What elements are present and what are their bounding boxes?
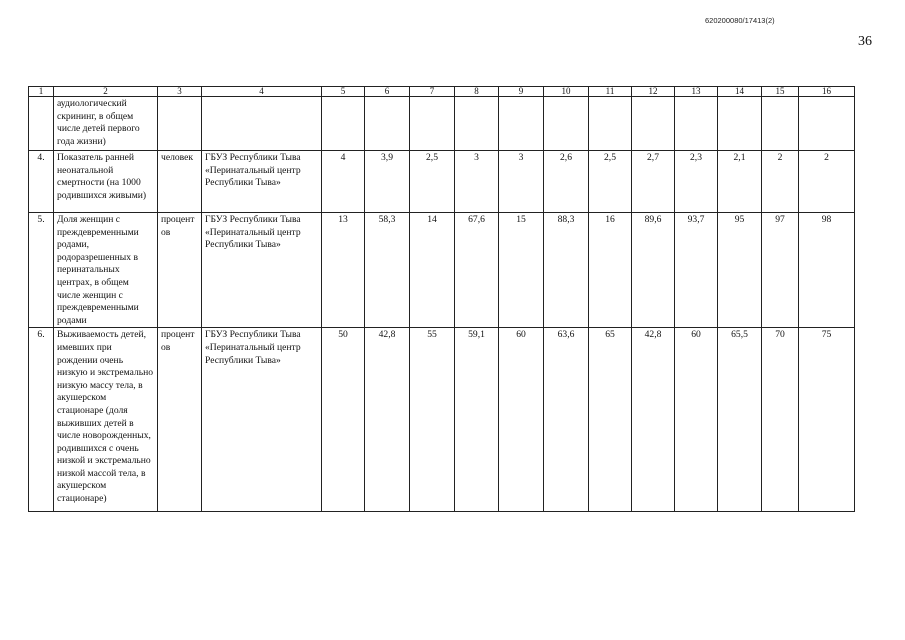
value-cell: 16 bbox=[589, 213, 632, 328]
value-cell: 50 bbox=[322, 328, 365, 512]
value-cell bbox=[499, 97, 544, 151]
row-number-cell: 4. bbox=[29, 151, 54, 213]
value-cell: 2,1 bbox=[718, 151, 762, 213]
value-cell: 63,6 bbox=[544, 328, 589, 512]
page-number: 36 bbox=[858, 34, 872, 49]
executor-cell: ГБУЗ Республики Тыва «Перинатальный центр Республики Тыва» bbox=[202, 213, 322, 328]
value-cell: 58,3 bbox=[365, 213, 410, 328]
table-row bbox=[29, 97, 855, 151]
value-cell: 14 bbox=[410, 213, 455, 328]
value-cell: 2 bbox=[762, 151, 799, 213]
document-id: 620200080/17413(2) bbox=[705, 16, 775, 25]
indicator-cell: Выживаемость детей, имевших при рождении очень низкую и экстремально низкую массу тела, в акушерском стационаре (доля выживших детей в числе новорожденных, родившихся с очень низкой и экстремально низкой массой тела, в акушерском стационаре) bbox=[54, 328, 158, 512]
column-number: 6 bbox=[365, 87, 410, 97]
value-cell: 60 bbox=[675, 328, 718, 512]
column-number: 4 bbox=[202, 87, 322, 97]
value-cell: 55 bbox=[410, 328, 455, 512]
table-row bbox=[29, 213, 855, 328]
value-cell: 97 bbox=[762, 213, 799, 328]
value-cell: 2 bbox=[799, 151, 855, 213]
column-number: 12 bbox=[632, 87, 675, 97]
value-cell: 95 bbox=[718, 213, 762, 328]
row-number-cell: 6. bbox=[29, 328, 54, 512]
row-number-cell: 5. bbox=[29, 213, 54, 328]
value-cell: 3 bbox=[455, 151, 499, 213]
value-cell: 2,5 bbox=[589, 151, 632, 213]
unit-cell: процентов bbox=[158, 328, 202, 512]
value-cell: 42,8 bbox=[365, 328, 410, 512]
column-number: 8 bbox=[455, 87, 499, 97]
value-cell: 65 bbox=[589, 328, 632, 512]
value-cell: 15 bbox=[499, 213, 544, 328]
value-cell: 60 bbox=[499, 328, 544, 512]
value-cell: 70 bbox=[762, 328, 799, 512]
column-number: 15 bbox=[762, 87, 799, 97]
column-number: 5 bbox=[322, 87, 365, 97]
value-cell bbox=[589, 97, 632, 151]
column-number: 1 bbox=[29, 87, 54, 97]
value-cell: 88,3 bbox=[544, 213, 589, 328]
unit-cell: человек bbox=[158, 151, 202, 213]
value-cell bbox=[799, 97, 855, 151]
column-number-row bbox=[29, 87, 855, 97]
value-cell: 2,6 bbox=[544, 151, 589, 213]
value-cell bbox=[718, 97, 762, 151]
executor-cell bbox=[202, 97, 322, 151]
value-cell bbox=[410, 97, 455, 151]
value-cell bbox=[632, 97, 675, 151]
indicator-cell: аудиологический скрининг, в общем числе детей первого года жизни) bbox=[54, 97, 158, 151]
value-cell: 2,5 bbox=[410, 151, 455, 213]
value-cell bbox=[365, 97, 410, 151]
value-cell: 4 bbox=[322, 151, 365, 213]
column-number: 9 bbox=[499, 87, 544, 97]
indicator-cell: Доля женщин с преждевременными родами, родоразрешенных в перинатальных центрах, в общем числе женщин с преждевременными родами bbox=[54, 213, 158, 328]
value-cell: 59,1 bbox=[455, 328, 499, 512]
column-number: 13 bbox=[675, 87, 718, 97]
value-cell bbox=[675, 97, 718, 151]
column-number: 10 bbox=[544, 87, 589, 97]
value-cell: 98 bbox=[799, 213, 855, 328]
value-cell: 3 bbox=[499, 151, 544, 213]
value-cell: 67,6 bbox=[455, 213, 499, 328]
executor-cell: ГБУЗ Республики Тыва «Перинатальный центр Республики Тыва» bbox=[202, 151, 322, 213]
column-number: 14 bbox=[718, 87, 762, 97]
value-cell: 3,9 bbox=[365, 151, 410, 213]
value-cell: 2,7 bbox=[632, 151, 675, 213]
indicators-table bbox=[28, 86, 855, 512]
unit-cell bbox=[158, 97, 202, 151]
unit-cell: процентов bbox=[158, 213, 202, 328]
value-cell: 65,5 bbox=[718, 328, 762, 512]
value-cell: 13 bbox=[322, 213, 365, 328]
executor-cell: ГБУЗ Республики Тыва «Перинатальный центр Республики Тыва» bbox=[202, 328, 322, 512]
value-cell: 75 bbox=[799, 328, 855, 512]
value-cell: 89,6 bbox=[632, 213, 675, 328]
column-number: 3 bbox=[158, 87, 202, 97]
column-number: 16 bbox=[799, 87, 855, 97]
table-row bbox=[29, 151, 855, 213]
table-row bbox=[29, 328, 855, 512]
value-cell: 2,3 bbox=[675, 151, 718, 213]
column-number: 2 bbox=[54, 87, 158, 97]
indicator-cell: Показатель ранней неонатальной смертности (на 1000 родившихся живыми) bbox=[54, 151, 158, 213]
value-cell: 42,8 bbox=[632, 328, 675, 512]
value-cell bbox=[762, 97, 799, 151]
column-number: 11 bbox=[589, 87, 632, 97]
value-cell bbox=[455, 97, 499, 151]
column-number: 7 bbox=[410, 87, 455, 97]
value-cell bbox=[322, 97, 365, 151]
value-cell bbox=[544, 97, 589, 151]
row-number-cell bbox=[29, 97, 54, 151]
value-cell: 93,7 bbox=[675, 213, 718, 328]
